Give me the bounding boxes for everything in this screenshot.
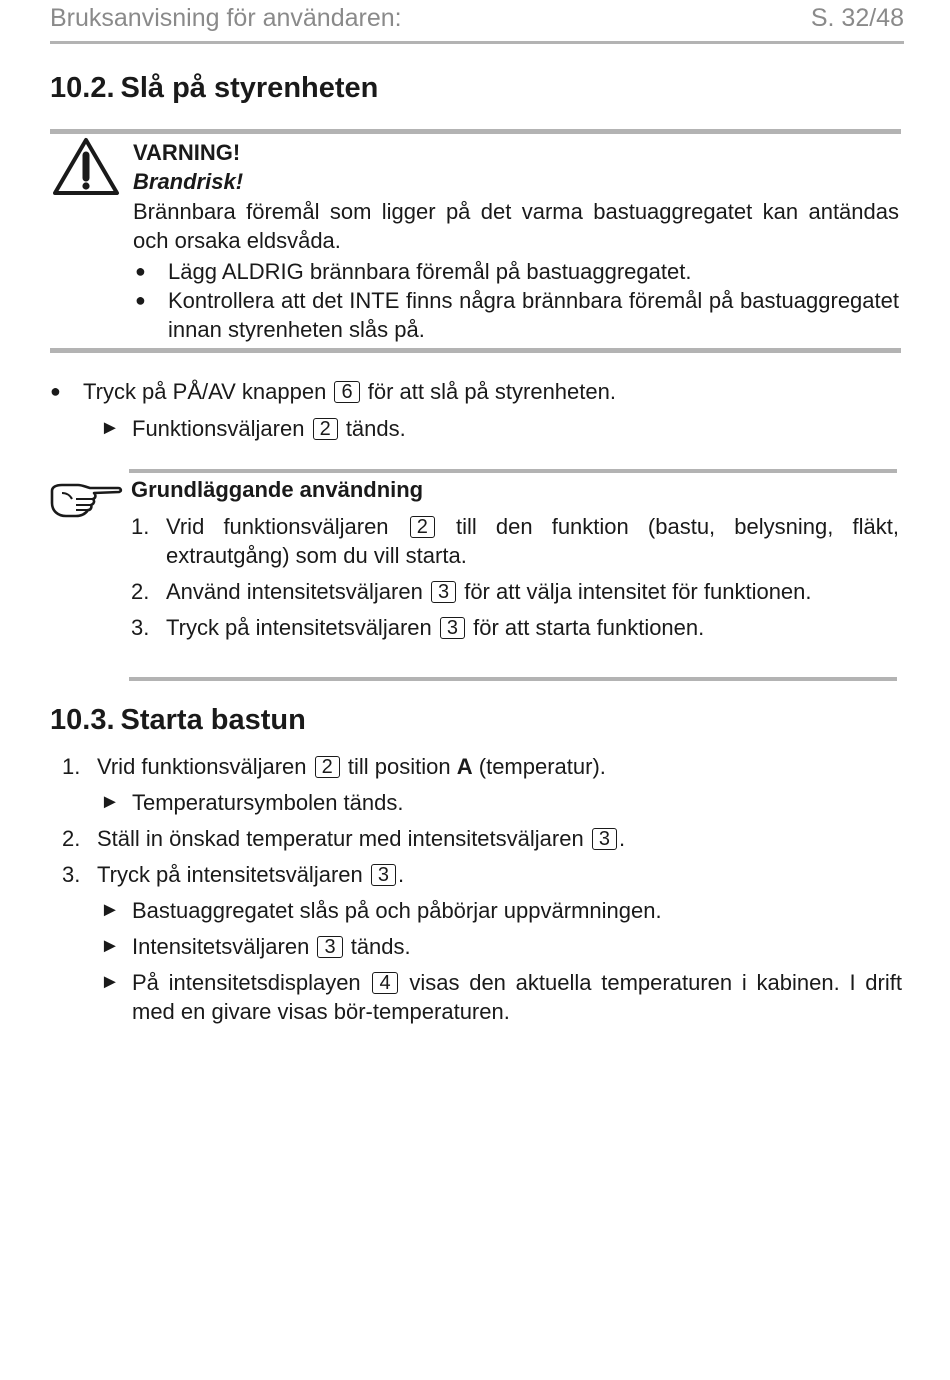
- section-heading-10-3: [50, 704, 306, 737]
- reference-box: 3: [371, 864, 396, 886]
- section-number: 10.2.: [50, 72, 115, 104]
- step-text-post: .: [618, 826, 626, 851]
- step-text-mid: till position: [347, 754, 451, 779]
- reference-box: 3: [440, 617, 465, 639]
- pointing-hand-icon: [48, 477, 124, 521]
- bullet-dot-icon: ●: [135, 290, 146, 310]
- step-text-post: .: [398, 862, 405, 887]
- instruction-step: [50, 377, 900, 406]
- note-title: Grundläggande användning: [131, 477, 424, 502]
- note-list-item: [131, 512, 899, 570]
- reference-box: 2: [313, 418, 338, 440]
- reference-box: 4: [372, 972, 397, 994]
- bullet-dot-icon: ●: [135, 261, 146, 281]
- section-heading-10-2: [50, 72, 378, 105]
- procedure-result: [62, 788, 902, 817]
- step-position-label: A: [456, 754, 473, 779]
- bullet-dot-icon: ●: [50, 381, 61, 401]
- section-title: Slå på styrenheten: [120, 72, 379, 104]
- result-arrow-icon: ►: [100, 791, 120, 813]
- result-text-post: tänds.: [345, 416, 406, 441]
- result-arrow-icon: ►: [100, 971, 120, 993]
- warning-top-rule: [50, 129, 901, 134]
- result-text-pre: På intensitetsdisplayen: [132, 970, 361, 995]
- step-number: 2.: [62, 826, 81, 851]
- section-title: Starta bastun: [120, 704, 306, 736]
- step-text-pre: Tryck på intensitetsväljaren: [97, 862, 363, 887]
- result-text-post: visas den aktuella temperaturen i kabinen. I drift med en givare visas bör-temperaturen.: [132, 970, 902, 1024]
- reference-box: 3: [431, 581, 456, 603]
- item-text-post: för att välja intensitet för funktionen.: [464, 579, 812, 604]
- note-list: [131, 512, 899, 642]
- note-top-rule: [129, 469, 897, 473]
- warning-bullet-list: [133, 257, 899, 344]
- note-bottom-rule: [129, 677, 897, 681]
- warning-bullet-item: [133, 257, 899, 286]
- result-text-pre: Funktionsväljaren: [132, 416, 305, 441]
- item-text-post: till den funktion (bastu, belysning, fläkt, extrautgång) som du vill starta.: [166, 514, 899, 568]
- item-text-post: för att starta funktionen.: [473, 615, 705, 640]
- page-number: S. 32/48: [810, 4, 904, 32]
- warning-bullet-item: [133, 286, 899, 344]
- header-title: Bruksanvisning för användaren:: [50, 4, 402, 32]
- procedure-result: [62, 932, 902, 961]
- procedure-step: [62, 752, 902, 781]
- item-text-pre: Tryck på intensitetsväljaren: [166, 615, 432, 640]
- item-text-pre: Använd intensitetsväljaren: [166, 579, 423, 604]
- list-number: 2.: [131, 579, 150, 604]
- result-text-post: tänds.: [350, 934, 411, 959]
- warning-triangle-icon: [52, 136, 120, 196]
- procedure-step: [62, 860, 902, 889]
- warning-bullet-text: Lägg ALDRIG brännbara föremål på bastuaggregatet.: [168, 259, 692, 284]
- note-list-item: [131, 613, 899, 642]
- warning-bottom-rule: [50, 348, 901, 353]
- list-number: 3.: [131, 615, 150, 640]
- result-text: Temperatursymbolen tänds.: [132, 790, 404, 815]
- reference-box: 2: [410, 516, 435, 538]
- item-text-pre: Vrid funktionsväljaren: [166, 514, 389, 539]
- result-arrow-icon: ►: [100, 935, 120, 957]
- step-text-pre: Ställ in önskad temperatur med intensitetsväljaren: [97, 826, 584, 851]
- step-text-post: (temperatur).: [478, 754, 606, 779]
- step-number: 1.: [62, 754, 81, 779]
- step-text-pre: Vrid funktionsväljaren: [97, 754, 307, 779]
- reference-box: 3: [317, 936, 342, 958]
- section-number: 10.3.: [50, 704, 115, 736]
- reference-box: 3: [592, 828, 617, 850]
- warning-bullet-text: Kontrollera att det INTE finns några brännbara föremål på bastuaggregatet innan styrenheten slås på.: [168, 288, 899, 342]
- result-arrow-icon: ►: [100, 899, 120, 921]
- step-text-post: för att slå på styrenheten.: [367, 379, 616, 404]
- reference-box: 2: [315, 756, 340, 778]
- warning-subtitle: Brandrisk!: [133, 169, 244, 194]
- result-arrow-icon: ►: [100, 417, 120, 439]
- step-number: 3.: [62, 862, 81, 887]
- warning-text: Brännbara föremål som ligger på det varma bastuaggregatet kan antändas och orsaka eldsvåda.: [133, 199, 899, 253]
- list-number: 1.: [131, 514, 150, 539]
- step-text-pre: Tryck på PÅ/AV knappen: [83, 379, 327, 404]
- procedure-step: [62, 824, 902, 853]
- instruction-result: [100, 414, 900, 443]
- procedure-result: [62, 968, 902, 1026]
- warning-label: VARNING!: [133, 140, 241, 165]
- reference-box: 6: [334, 381, 359, 403]
- result-text-pre: Intensitetsväljaren: [132, 934, 310, 959]
- result-text: Bastuaggregatet slås på och påbörjar uppvärmningen.: [132, 898, 662, 923]
- procedure-list: [62, 752, 902, 1026]
- note-list-item: [131, 577, 899, 606]
- procedure-result: [62, 896, 902, 925]
- header-divider: [50, 41, 904, 44]
